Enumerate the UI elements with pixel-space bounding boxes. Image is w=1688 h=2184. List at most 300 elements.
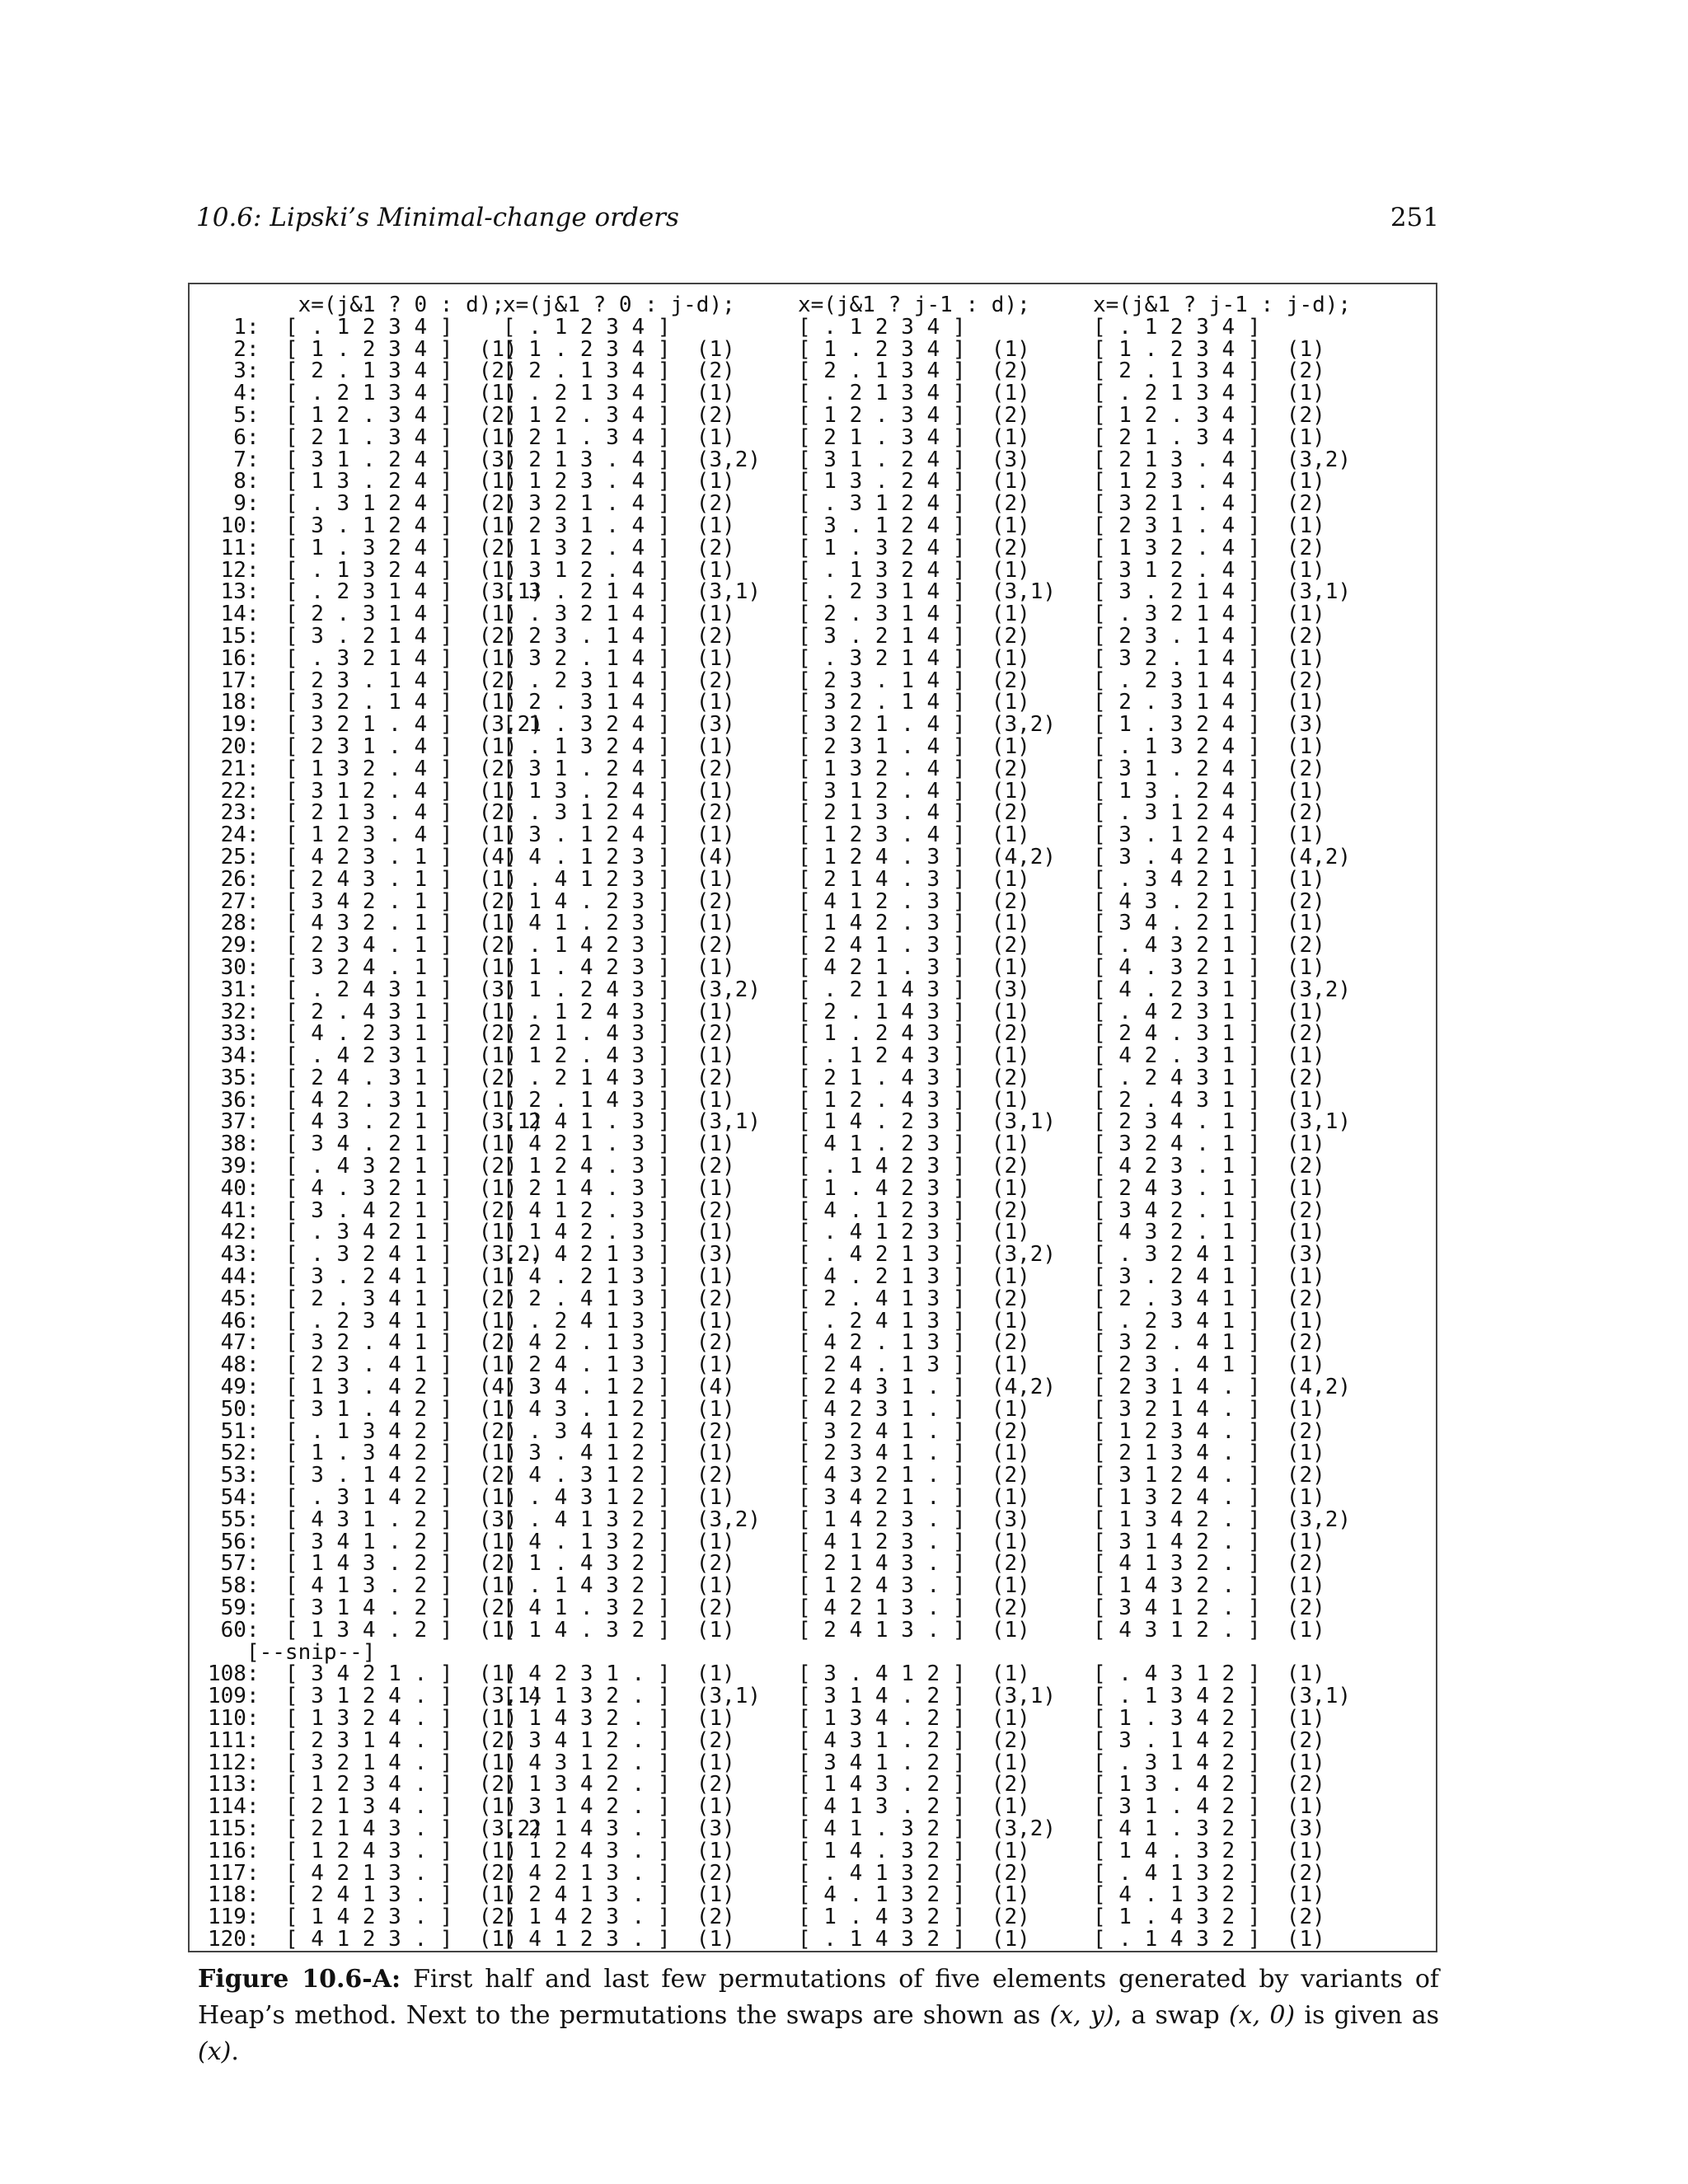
permutation-row: [ . 2 3 4 1 ] (1): [1093, 1308, 1325, 1333]
permutation-row: [ 1 4 . 3 2 ] (1): [798, 1838, 1030, 1863]
permutation-row: [ 3 1 4 2 . ] (1): [1093, 1529, 1325, 1554]
permutation-row: 19: [ 3 2 1 . 4 ] (3,2): [208, 712, 543, 738]
permutation-row: 43: [ . 3 2 4 1 ] (3,2): [208, 1242, 543, 1268]
permutation-row: [ . 2 3 1 4 ] (2): [503, 668, 735, 693]
permutation-row: [ 3 2 4 . 1 ] (1): [1093, 1132, 1325, 1157]
permutation-row: [ 3 2 1 . 4 ] (3,2): [798, 712, 1057, 738]
column-header: x=(j&1 ? 0 : d);: [298, 293, 505, 317]
caption-math-1: (x, y): [1049, 2001, 1114, 2030]
permutation-row: [ 3 1 . 2 4 ] (3): [798, 447, 1030, 472]
permutation-row: [ . 2 1 3 4 ] (1): [503, 381, 735, 406]
permutation-row: [ 2 4 . 1 3 ] (1): [503, 1352, 735, 1378]
permutation-row: 111: [ 2 3 1 4 . ] (2): [208, 1727, 518, 1753]
permutation-row: [ 2 4 . 3 1 ] (2): [1093, 1021, 1325, 1047]
permutation-row: [ . 2 1 4 3 ] (2): [503, 1065, 735, 1090]
permutation-row: 48: [ 2 3 . 4 1 ] (1): [208, 1352, 518, 1378]
permutation-row: [ . 2 4 1 3 ] (1): [798, 1308, 1030, 1333]
permutation-row: [ 3 . 1 2 4 ] (1): [798, 513, 1030, 538]
permutation-row: [ . 3 4 2 1 ] (1): [1093, 866, 1325, 892]
permutation-row: [ 4 1 . 2 3 ] (1): [503, 911, 735, 936]
permutation-row: [ 1 . 4 3 2 ] (2): [798, 1905, 1030, 1930]
permutation-row: 46: [ . 2 3 4 1 ] (1): [208, 1308, 518, 1333]
permutation-row: [ 4 . 3 1 2 ] (2): [503, 1463, 735, 1488]
permutation-row: [ 2 . 1 3 4 ] (2): [1093, 359, 1325, 384]
permutation-row: [ 3 2 . 1 4 ] (1): [1093, 645, 1325, 671]
permutation-row: [ 3 1 2 . 4 ] (1): [798, 778, 1030, 804]
permutation-row: 114: [ 2 1 3 4 . ] (1): [208, 1794, 518, 1820]
permutation-row: [ . 3 1 2 4 ] (2): [1093, 800, 1325, 826]
permutation-row: [ . 4 1 2 3 ] (1): [503, 866, 735, 892]
permutation-row: [ 2 1 4 3 . ] (3): [503, 1816, 735, 1841]
permutation-row: [ . 1 3 4 2 ] (3,1): [1093, 1684, 1352, 1709]
permutation-row: 17: [ 2 3 . 1 4 ] (2): [208, 668, 518, 693]
permutation-row: 27: [ 3 4 2 . 1 ] (2): [208, 888, 518, 914]
permutation-row: [ 1 4 3 . 2 ] (2): [798, 1772, 1030, 1797]
permutation-row: [ 3 4 1 2 . ] (2): [1093, 1596, 1325, 1621]
figure-box: [188, 283, 1437, 1952]
permutation-row: [ 4 2 1 . 3 ] (1): [503, 1132, 735, 1157]
permutation-row: [ 4 1 . 2 3 ] (1): [798, 1132, 1030, 1157]
permutation-row: [ 2 . 3 4 1 ] (2): [1093, 1286, 1325, 1311]
permutation-row: [ 2 1 4 . 3 ] (1): [798, 866, 1030, 892]
permutation-row: [ 2 3 . 1 4 ] (2): [503, 623, 735, 649]
permutation-row: [ 2 1 4 3 . ] (2): [798, 1551, 1030, 1577]
section-title: 10.6: Lipski’s Minimal-change orders: [196, 203, 679, 232]
permutation-row: 25: [ 4 2 3 . 1 ] (4): [208, 844, 518, 869]
permutation-row: 8: [ 1 3 . 2 4 ] (1): [208, 469, 518, 494]
permutation-row: 47: [ 3 2 . 4 1 ] (2): [208, 1330, 518, 1356]
permutation-row: [ . 1 4 3 2 ] (1): [1093, 1926, 1325, 1952]
permutation-row: [ 3 4 . 1 2 ] (4): [503, 1375, 735, 1400]
permutation-row: [ 1 2 . 3 4 ] (2): [503, 402, 735, 428]
permutation-row: [ . 1 4 2 3 ] (2): [503, 933, 735, 958]
permutation-row: [ 4 2 . 1 3 ] (2): [503, 1330, 735, 1356]
permutation-row: [ 3 2 1 4 . ] (1): [1093, 1396, 1325, 1422]
permutation-row: [ 1 2 . 3 4 ] (2): [798, 402, 1030, 428]
column-variant-2: [503, 294, 761, 1951]
permutation-row: [ . 3 2 1 4 ] (1): [798, 645, 1030, 671]
permutation-row: [ 4 1 . 3 2 ] (2): [503, 1596, 735, 1621]
permutation-row: 23: [ 2 1 3 . 4 ] (2): [208, 800, 518, 826]
permutation-row: [ 1 2 . 3 4 ] (2): [1093, 402, 1325, 428]
permutation-row: [ 2 3 1 4 . ] (4,2): [1093, 1375, 1352, 1400]
permutation-row: [ 4 1 2 3 . ] (1): [503, 1926, 735, 1952]
permutation-row: [ 2 . 4 3 1 ] (1): [1093, 1087, 1325, 1113]
permutation-row: 33: [ 4 . 2 3 1 ] (2): [208, 1021, 518, 1047]
permutation-row: [ 4 2 1 . 3 ] (1): [798, 954, 1030, 980]
permutation-row: 108: [ 3 4 2 1 . ] (1): [208, 1661, 518, 1687]
permutation-row: [ 4 2 3 . 1 ] (2): [1093, 1154, 1325, 1179]
permutation-row: [ 2 . 1 3 4 ] (2): [503, 359, 735, 384]
permutation-row: [ 4 2 . 3 1 ] (1): [1093, 1043, 1325, 1069]
permutation-row: [ 3 1 2 . 4 ] (1): [1093, 557, 1325, 583]
permutation-row: [ 4 . 1 3 2 ] (1): [503, 1529, 735, 1554]
permutation-row: 109: [ 3 1 2 4 . ] (3,1): [208, 1684, 543, 1709]
permutation-row: [ . 4 1 2 3 ] (1): [798, 1220, 1030, 1245]
permutation-row: [ 1 3 2 4 . ] (1): [1093, 1485, 1325, 1511]
permutation-row: [ 2 3 1 . 4 ] (1): [798, 733, 1030, 759]
permutation-row: [ 1 . 4 3 2 ] (2): [1093, 1905, 1325, 1930]
permutation-row: [ . 2 1 3 4 ] (1): [1093, 381, 1325, 406]
permutation-row: [ 1 4 . 3 2 ] (1): [1093, 1838, 1325, 1863]
permutation-row: [ . 1 3 2 4 ] (1): [503, 733, 735, 759]
permutation-row: [ 2 1 . 4 3 ] (2): [503, 1021, 735, 1047]
column-variant-1: [208, 294, 543, 1951]
permutation-row: [ 3 1 2 4 . ] (2): [1093, 1463, 1325, 1488]
permutation-row: 12: [ . 1 3 2 4 ] (1): [208, 557, 518, 583]
permutation-row: [ 3 . 2 4 1 ] (1): [1093, 1264, 1325, 1290]
caption-text-3: is given as: [1295, 2001, 1440, 2030]
caption-text-2: , a swap: [1114, 2001, 1229, 2030]
permutation-row: [ 2 1 . 3 4 ] (1): [798, 424, 1030, 450]
permutation-row: [ 3 . 4 2 1 ] (4,2): [1093, 844, 1352, 869]
permutation-row: [ 4 . 2 1 3 ] (1): [798, 1264, 1030, 1290]
permutation-row: [ 1 2 3 4 . ] (2): [1093, 1418, 1325, 1444]
permutation-row: [ . 4 3 1 2 ] (1): [1093, 1661, 1325, 1687]
permutation-row: 40: [ 4 . 3 2 1 ] (1): [208, 1175, 518, 1201]
permutation-row: [ 1 3 . 2 4 ] (1): [503, 778, 735, 804]
permutation-row: [ 1 . 2 3 4 ] (1): [798, 336, 1030, 362]
permutation-row: [ 4 1 3 . 2 ] (1): [798, 1794, 1030, 1820]
permutation-row: [ 1 . 4 2 3 ] (1): [503, 954, 735, 980]
permutation-row: [ 4 . 2 3 1 ] (3,2): [1093, 977, 1352, 1002]
permutation-row: 30: [ 3 2 4 . 1 ] (1): [208, 954, 518, 980]
permutation-row: 36: [ 4 2 . 3 1 ] (1): [208, 1087, 518, 1113]
permutation-row: [ 2 3 1 . 4 ] (1): [1093, 513, 1325, 538]
permutation-row: [ 3 1 . 2 4 ] (2): [1093, 756, 1325, 781]
permutation-row: [ . 1 2 3 4 ]: [503, 314, 671, 340]
permutation-row: [ 1 4 . 2 3 ] (2): [503, 888, 735, 914]
permutation-row: [ 1 4 2 . 3 ] (1): [798, 911, 1030, 936]
permutation-row: 57: [ 1 4 3 . 2 ] (2): [208, 1551, 518, 1577]
permutation-row: [ 4 3 1 . 2 ] (2): [798, 1727, 1030, 1753]
permutation-row: [ . 3 1 4 2 ] (1): [1093, 1750, 1325, 1775]
permutation-row: [ 3 . 2 1 4 ] (3,1): [503, 579, 762, 605]
permutation-row: [ . 1 3 2 4 ] (1): [1093, 733, 1325, 759]
permutation-row: [ 3 1 4 2 . ] (1): [503, 1794, 735, 1820]
permutation-row: 60: [ 1 3 4 . 2 ] (1): [208, 1617, 518, 1643]
permutation-row: 26: [ 2 4 3 . 1 ] (1): [208, 866, 518, 892]
permutation-row: [ . 2 4 1 3 ] (1): [503, 1308, 735, 1333]
permutation-row: 18: [ 3 2 . 1 4 ] (1): [208, 690, 518, 715]
permutation-row: [ 4 . 1 3 2 ] (1): [1093, 1882, 1325, 1908]
permutation-row: [ . 2 3 1 4 ] (3,1): [798, 579, 1057, 605]
permutation-row: [ 3 . 4 1 2 ] (1): [503, 1441, 735, 1466]
permutation-row: [ 4 1 . 3 2 ] (3): [1093, 1816, 1325, 1841]
permutation-row: [ 1 3 4 . 2 ] (1): [798, 1706, 1030, 1731]
permutation-row: [ . 3 1 2 4 ] (2): [798, 491, 1030, 517]
permutation-row: 117: [ 4 2 1 3 . ] (2): [208, 1860, 518, 1886]
permutation-row: [ . 2 4 3 1 ] (2): [1093, 1065, 1325, 1090]
permutation-row: 41: [ 3 . 4 2 1 ] (2): [208, 1197, 518, 1223]
permutation-row: [ 1 2 3 . 4 ] (1): [503, 469, 735, 494]
permutation-row: [ 1 3 . 2 4 ] (1): [1093, 778, 1325, 804]
permutation-row: 4: [ . 2 1 3 4 ] (1): [208, 381, 518, 406]
permutation-row: [ 2 1 . 3 4 ] (1): [1093, 424, 1325, 450]
permutation-row: 112: [ 3 2 1 4 . ] (1): [208, 1750, 518, 1775]
permutation-row: [ 4 2 . 1 3 ] (2): [798, 1330, 1030, 1356]
permutation-row: [ 1 . 2 4 3 ] (3,2): [503, 977, 762, 1002]
permutation-row: [ 4 3 . 2 1 ] (2): [1093, 888, 1325, 914]
permutation-row: [ 4 3 . 1 2 ] (1): [503, 1396, 735, 1422]
permutation-row: 15: [ 3 . 2 1 4 ] (2): [208, 623, 518, 649]
permutation-row: 118: [ 2 4 1 3 . ] (1): [208, 1882, 518, 1908]
permutation-row: [ 1 3 . 2 4 ] (1): [798, 469, 1030, 494]
permutation-row: [ 3 2 1 . 4 ] (2): [1093, 491, 1325, 517]
permutation-row: [ 4 3 1 2 . ] (1): [503, 1750, 735, 1775]
permutation-row: 31: [ . 2 4 3 1 ] (3): [208, 977, 518, 1002]
permutation-row: 44: [ 3 . 2 4 1 ] (1): [208, 1264, 518, 1290]
permutation-row: [ 4 . 1 3 2 ] (1): [798, 1882, 1030, 1908]
permutation-row: 6: [ 2 1 . 3 4 ] (1): [208, 424, 518, 450]
permutation-row: [ 2 1 3 . 4 ] (3,2): [1093, 447, 1352, 472]
permutation-row: [ 3 4 2 1 . ] (1): [798, 1485, 1030, 1511]
permutation-row: [ 4 1 3 2 . ] (2): [1093, 1551, 1325, 1577]
permutation-row: [ 1 4 2 3 . ] (2): [503, 1905, 735, 1930]
permutation-row: [ . 3 2 1 4 ] (1): [1093, 602, 1325, 627]
permutation-row: [ 4 2 1 3 . ] (2): [503, 1860, 735, 1886]
permutation-row: [ 4 2 1 3 . ] (2): [798, 1596, 1030, 1621]
permutation-row: [ 1 3 2 . 4 ] (2): [1093, 535, 1325, 560]
permutation-row: [ 2 4 3 . 1 ] (1): [1093, 1175, 1325, 1201]
permutation-row: 11: [ 1 . 3 2 4 ] (2): [208, 535, 518, 560]
caption-math-2: (x, 0): [1228, 2001, 1296, 2030]
permutation-row: 51: [ . 1 3 4 2 ] (2): [208, 1418, 518, 1444]
permutation-row: [ . 3 4 1 2 ] (2): [503, 1418, 735, 1444]
permutation-row: [ 4 . 2 1 3 ] (1): [503, 1264, 735, 1290]
permutation-row: [ 1 . 2 3 4 ] (1): [503, 336, 735, 362]
permutation-row: [ . 4 2 1 3 ] (3): [503, 1242, 735, 1268]
permutation-row: [ 2 3 4 1 . ] (1): [798, 1441, 1030, 1466]
permutation-row: [ 2 1 3 . 4 ] (3,2): [503, 447, 762, 472]
page-number: 251: [1390, 203, 1439, 232]
permutation-row: [ 2 4 1 . 3 ] (2): [798, 933, 1030, 958]
permutation-row: [ 1 . 2 3 4 ] (1): [1093, 336, 1325, 362]
permutation-row: [ 2 4 1 3 . ] (1): [798, 1617, 1030, 1643]
permutation-row: [ . 4 1 3 2 ] (3,2): [503, 1507, 762, 1532]
permutation-row: 116: [ 1 2 4 3 . ] (1): [208, 1838, 518, 1863]
permutation-row: [ 2 3 . 1 4 ] (2): [1093, 623, 1325, 649]
permutation-row: [ 2 1 3 . 4 ] (2): [798, 800, 1030, 826]
permutation-row: [ 2 3 . 4 1 ] (1): [1093, 1352, 1325, 1378]
permutation-row: 13: [ . 2 3 1 4 ] (3,1): [208, 579, 543, 605]
permutation-row: [ 1 3 2 . 4 ] (2): [798, 756, 1030, 781]
permutation-row: [ 1 2 4 . 3 ] (4,2): [798, 844, 1057, 869]
permutation-row: 29: [ 2 3 4 . 1 ] (2): [208, 933, 518, 958]
permutation-row: [ 3 4 1 . 2 ] (1): [798, 1750, 1030, 1775]
permutation-row: [ . 1 2 4 3 ] (1): [503, 999, 735, 1024]
permutation-row: [ 3 . 1 4 2 ] (2): [1093, 1727, 1325, 1753]
permutation-row: [ 2 . 1 4 3 ] (1): [798, 999, 1030, 1024]
permutation-row: 59: [ 3 1 4 . 2 ] (2): [208, 1596, 518, 1621]
permutation-row: [ 1 4 2 3 . ] (3): [798, 1507, 1030, 1532]
permutation-row: [ 4 1 . 3 2 ] (3,2): [798, 1816, 1057, 1841]
permutation-row: [ 3 2 . 1 4 ] (1): [798, 690, 1030, 715]
column-variant-4: [1093, 294, 1351, 1951]
permutation-row: 1: [ . 1 2 3 4 ]: [208, 314, 453, 340]
permutation-row: [ 1 . 3 2 4 ] (3): [503, 712, 735, 738]
permutation-row: [ 4 2 3 1 . ] (1): [503, 1661, 735, 1687]
permutation-row: [ 2 3 4 . 1 ] (3,1): [1093, 1109, 1352, 1135]
permutation-row: 35: [ 2 4 . 3 1 ] (2): [208, 1065, 518, 1090]
permutation-row: [ 4 1 2 3 . ] (1): [798, 1529, 1030, 1554]
permutation-row: [ . 1 4 2 3 ] (2): [798, 1154, 1030, 1179]
permutation-row: 16: [ . 3 2 1 4 ] (1): [208, 645, 518, 671]
permutation-row: [ 4 1 2 . 3 ] (2): [503, 1197, 735, 1223]
permutation-row: [ . 1 3 2 4 ] (1): [798, 557, 1030, 583]
permutation-row: [ 3 4 2 . 1 ] (2): [1093, 1197, 1325, 1223]
permutation-row: [ 2 . 4 1 3 ] (2): [798, 1286, 1030, 1311]
caption-text-4: .: [231, 2037, 239, 2066]
permutation-row: [ 3 2 . 1 4 ] (1): [503, 645, 735, 671]
permutation-row: [ 1 4 2 . 3 ] (1): [503, 1220, 735, 1245]
permutation-row: [ 1 4 3 2 . ] (1): [503, 1706, 735, 1731]
permutation-row: 32: [ 2 . 4 3 1 ] (1): [208, 999, 518, 1024]
permutation-row: [ . 2 1 3 4 ] (1): [798, 381, 1030, 406]
permutation-row: 110: [ 1 3 2 4 . ] (1): [208, 1706, 518, 1731]
permutation-row: [ 3 4 . 2 1 ] (1): [1093, 911, 1325, 936]
caption-math-3: (x): [198, 2037, 232, 2066]
permutation-row: 28: [ 4 3 2 . 1 ] (1): [208, 911, 518, 936]
permutation-row: [ 3 4 1 2 . ] (2): [503, 1727, 735, 1753]
permutation-row: [ 3 . 1 2 4 ] (1): [503, 823, 735, 848]
permutation-row: [ 4 . 1 2 3 ] (2): [798, 1197, 1030, 1223]
permutation-row: [ 3 1 . 4 2 ] (1): [1093, 1794, 1325, 1820]
permutation-row: [ 2 4 1 . 3 ] (3,1): [503, 1109, 762, 1135]
permutation-row: [ 1 4 . 2 3 ] (3,1): [798, 1109, 1057, 1135]
permutation-row: [ . 4 3 1 2 ] (1): [503, 1485, 735, 1511]
column-header: x=(j&1 ? j-1 : d);: [798, 293, 1030, 317]
permutation-row: 120: [ 4 1 2 3 . ] (1): [208, 1926, 518, 1952]
column-variant-3: [798, 294, 1056, 1951]
permutation-row: [ 1 . 3 2 4 ] (2): [798, 535, 1030, 560]
permutation-row: [ . 2 3 1 4 ] (2): [1093, 668, 1325, 693]
permutation-row: [ 1 2 . 4 3 ] (1): [798, 1087, 1030, 1113]
permutation-row: 7: [ 3 1 . 2 4 ] (3): [208, 447, 518, 472]
caption-text-1: First half and last few permutations of five elements generated by variants of Heap’s method. Next to the permutations the swaps are shown as: [198, 1965, 1439, 2030]
permutation-row: [503, 1642, 761, 1664]
permutation-row: [ 4 1 3 2 . ] (3,1): [503, 1684, 762, 1709]
permutation-row: [ 2 4 1 3 . ] (1): [503, 1882, 735, 1908]
permutation-row: [ 1 3 4 2 . ] (3,2): [1093, 1507, 1352, 1532]
permutation-row: [ 2 . 4 1 3 ] (2): [503, 1286, 735, 1311]
permutation-row: [ 1 2 4 . 3 ] (2): [503, 1154, 735, 1179]
permutation-row: [ 2 . 3 1 4 ] (1): [1093, 690, 1325, 715]
permutation-row: 55: [ 4 3 1 . 2 ] (3): [208, 1507, 518, 1532]
permutation-row: [ . 1 4 3 2 ] (1): [798, 1926, 1030, 1952]
permutation-row: 39: [ . 4 3 2 1 ] (2): [208, 1154, 518, 1179]
permutation-row: 37: [ 4 3 . 2 1 ] (3,1): [208, 1109, 543, 1135]
permutation-row: [ 1 . 4 3 2 ] (2): [503, 1551, 735, 1577]
permutation-row: [ 2 1 . 3 4 ] (1): [503, 424, 735, 450]
permutation-row: [798, 1642, 1056, 1664]
permutation-row: 113: [ 1 2 3 4 . ] (2): [208, 1772, 518, 1797]
column-header: x=(j&1 ? 0 : j-d);: [503, 293, 735, 317]
permutation-row: 54: [ . 3 1 4 2 ] (1): [208, 1485, 518, 1511]
permutation-row: [ 3 2 1 . 4 ] (2): [503, 491, 735, 517]
permutation-row: [ 2 1 3 4 . ] (1): [1093, 1441, 1325, 1466]
permutation-row: [ . 4 1 3 2 ] (2): [798, 1860, 1030, 1886]
permutation-row: [ 3 . 4 1 2 ] (1): [798, 1661, 1030, 1687]
permutation-row: [ . 3 2 4 1 ] (3): [1093, 1242, 1325, 1268]
permutation-row: [ 3 2 4 1 . ] (2): [798, 1418, 1030, 1444]
permutation-row: [ . 3 2 1 4 ] (1): [503, 602, 735, 627]
figure-caption: [198, 1961, 1439, 2070]
permutation-row: [ 4 2 3 1 . ] (1): [798, 1396, 1030, 1422]
permutation-row: 20: [ 2 3 1 . 4 ] (1): [208, 733, 518, 759]
permutation-row: [ 3 . 2 1 4 ] (2): [798, 623, 1030, 649]
permutation-row: [ 4 . 1 2 3 ] (4): [503, 844, 735, 869]
permutation-row: 34: [ . 4 2 3 1 ] (1): [208, 1043, 518, 1069]
permutation-row: 5: [ 1 2 . 3 4 ] (2): [208, 402, 518, 428]
permutation-row: [ 1 2 . 4 3 ] (1): [503, 1043, 735, 1069]
permutation-row: [ 1 4 3 2 . ] (1): [1093, 1573, 1325, 1599]
permutation-row: 24: [ 1 2 3 . 4 ] (1): [208, 823, 518, 848]
permutation-row: 9: [ . 3 1 2 4 ] (2): [208, 491, 518, 517]
permutation-row: 119: [ 1 4 2 3 . ] (2): [208, 1905, 518, 1930]
permutation-row: [ 2 4 3 1 . ] (4,2): [798, 1375, 1057, 1400]
permutation-row: [ 2 . 1 4 3 ] (1): [503, 1087, 735, 1113]
permutation-row: 21: [ 1 3 2 . 4 ] (2): [208, 756, 518, 781]
permutation-row: [ 1 3 4 2 . ] (2): [503, 1772, 735, 1797]
permutation-row: [ 4 1 2 . 3 ] (2): [798, 888, 1030, 914]
snip-marker: [--snip--]: [208, 1639, 376, 1665]
permutation-row: [ 2 . 3 1 4 ] (1): [503, 690, 735, 715]
permutation-row: [ 4 3 2 . 1 ] (1): [1093, 1220, 1325, 1245]
permutation-row: [ 3 1 2 . 4 ] (1): [503, 557, 735, 583]
permutation-row: [ . 1 4 3 2 ] (1): [503, 1573, 735, 1599]
permutation-row: [ 1 3 2 . 4 ] (2): [503, 535, 735, 560]
permutation-row: [ 2 3 1 . 4 ] (1): [503, 513, 735, 538]
figure-label: Figure 10.6-A:: [198, 1965, 401, 1994]
permutation-row: [ . 1 2 4 3 ] (1): [798, 1043, 1030, 1069]
permutation-row: 56: [ 3 4 1 . 2 ] (1): [208, 1529, 518, 1554]
permutation-row: [ 2 1 . 4 3 ] (2): [798, 1065, 1030, 1090]
permutation-row: [ 4 3 2 1 . ] (2): [798, 1463, 1030, 1488]
permutation-row: [ 1 2 3 . 4 ] (1): [798, 823, 1030, 848]
permutation-row: [ 4 . 3 2 1 ] (1): [1093, 954, 1325, 980]
permutation-row: 14: [ 2 . 3 1 4 ] (1): [208, 602, 518, 627]
permutation-row: [ 4 3 1 2 . ] (1): [1093, 1617, 1325, 1643]
permutation-row: [ 2 4 . 1 3 ] (1): [798, 1352, 1030, 1378]
column-header: x=(j&1 ? j-1 : j-d);: [1093, 293, 1352, 317]
permutation-row: [ 1 . 3 4 2 ] (1): [1093, 1706, 1325, 1731]
permutation-row: [ . 1 2 3 4 ]: [1093, 314, 1261, 340]
permutation-row: [ . 1 2 3 4 ]: [798, 314, 966, 340]
permutation-row: [ 1 2 4 3 . ] (1): [798, 1573, 1030, 1599]
running-head: [196, 203, 1439, 244]
permutation-row: [ 3 . 2 1 4 ] (3,1): [1093, 579, 1352, 605]
permutation-row: [ . 4 2 1 3 ] (3,2): [798, 1242, 1057, 1268]
permutation-row: [ 3 1 4 . 2 ] (3,1): [798, 1684, 1057, 1709]
permutation-row: 45: [ 2 . 3 4 1 ] (2): [208, 1286, 518, 1311]
permutation-row: 38: [ 3 4 . 2 1 ] (1): [208, 1132, 518, 1157]
permutation-row: 49: [ 1 3 . 4 2 ] (4): [208, 1375, 518, 1400]
permutation-row: [ 2 3 . 1 4 ] (2): [798, 668, 1030, 693]
permutation-row: 22: [ 3 1 2 . 4 ] (1): [208, 778, 518, 804]
permutation-row: [ 2 . 3 1 4 ] (1): [798, 602, 1030, 627]
permutation-row: [ 3 2 . 4 1 ] (2): [1093, 1330, 1325, 1356]
permutation-row: [ 1 2 3 . 4 ] (1): [1093, 469, 1325, 494]
permutation-row: [ 1 . 3 2 4 ] (3): [1093, 712, 1325, 738]
permutation-row: [ . 2 1 4 3 ] (3): [798, 977, 1030, 1002]
permutation-row: 115: [ 2 1 4 3 . ] (3,2): [208, 1816, 543, 1841]
permutation-row: [ 2 1 4 . 3 ] (1): [503, 1175, 735, 1201]
permutation-row: 10: [ 3 . 1 2 4 ] (1): [208, 513, 518, 538]
permutation-row: [ 1 4 . 3 2 ] (1): [503, 1617, 735, 1643]
permutation-row: 53: [ 3 . 1 4 2 ] (2): [208, 1463, 518, 1488]
permutation-row: 42: [ . 3 4 2 1 ] (1): [208, 1220, 518, 1245]
